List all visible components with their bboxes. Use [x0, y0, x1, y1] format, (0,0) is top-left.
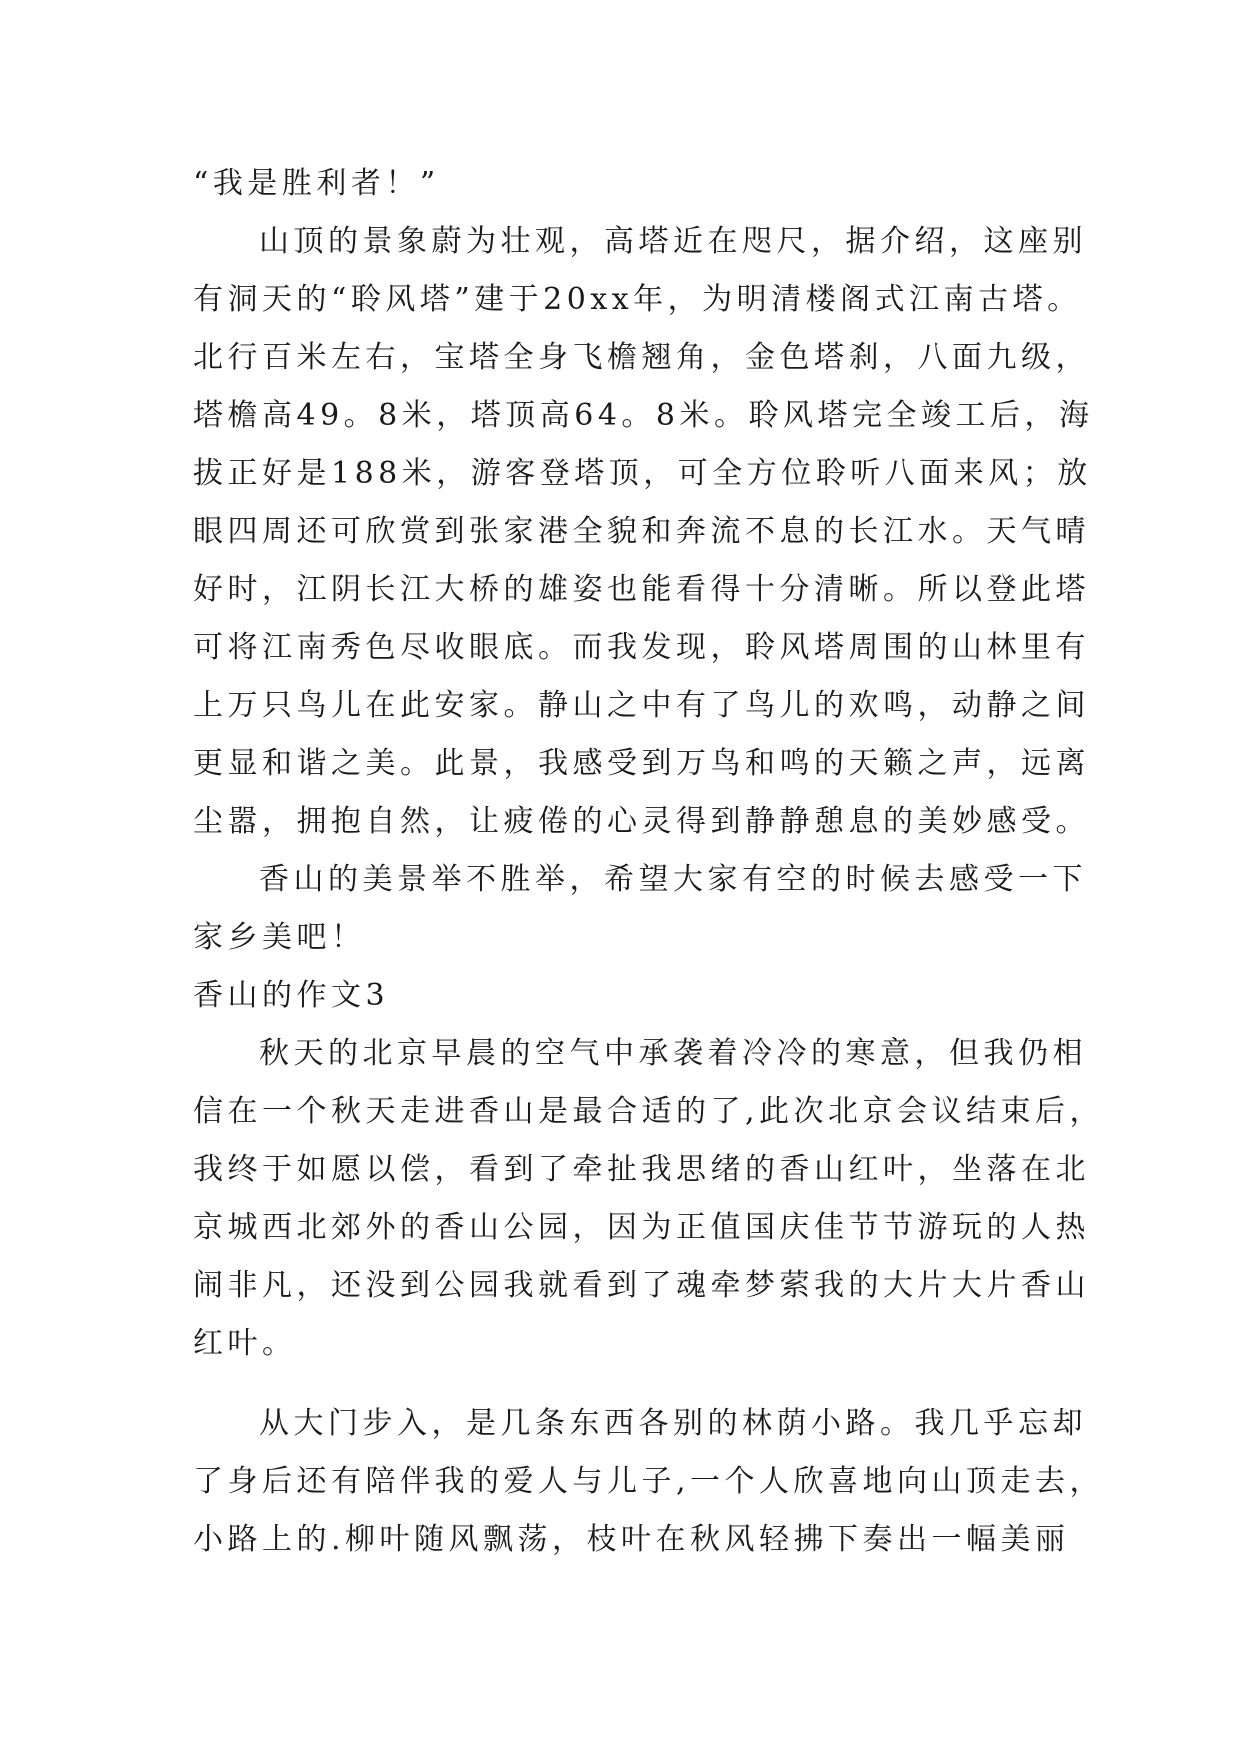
text-line: 我终于如愿以偿，看到了牵扯我思绪的香山红叶，坐落在北: [193, 1152, 1090, 1187]
text-line: 北行百米左右，宝塔全身飞檐翘角，金色塔刹，八面九级，: [193, 340, 1090, 375]
text-line: 从大门步入，是几条东西各别的林荫小路。我几乎忘却: [259, 1406, 1087, 1441]
text-line: 山顶的景象蔚为壮观，高塔近在咫尺，据介绍，这座别: [259, 224, 1087, 259]
text-line: 了身后还有陪伴我的爱人与儿子,一个人欣喜地向山顶走去，: [193, 1464, 1105, 1499]
paragraph-conclusion: [193, 851, 1087, 967]
paragraph-autumn: [193, 1025, 1105, 1373]
paragraph-quote: [193, 155, 1053, 213]
text-line: 家乡美吧！: [193, 920, 366, 955]
paragraph-entrance: [193, 1395, 1105, 1569]
heading-text: 香山的作文3: [193, 978, 390, 1013]
text-line: 拔正好是188米，游客登塔顶，可全方位聆听八面来风；放: [193, 456, 1092, 491]
essay-heading: [193, 967, 1053, 1025]
text-line: 秋天的北京早晨的空气中承袭着冷冷的寒意，但我仍相: [259, 1036, 1087, 1071]
document-body: [193, 155, 1105, 1569]
paragraph-tower: [193, 213, 1094, 851]
text-line: 有洞天的“聆风塔”建于20xx年，为明清楼阁式江南古塔。: [193, 282, 1082, 317]
text-line: 红叶。: [193, 1326, 297, 1361]
text-line: 小路上的.柳叶随风飘荡，枝叶在秋风轻拂下奏出一幅美丽: [193, 1522, 1070, 1557]
text-line: “我是胜利者！”: [193, 166, 440, 201]
text-line: 信在一个秋天走进香山是最合适的了,此次北京会议结束后，: [193, 1094, 1105, 1129]
text-line: 眼四周还可欣赏到张家港全貌和奔流不息的长江水。天气晴: [193, 514, 1090, 549]
text-line: 更显和谐之美。此景，我感受到万鸟和鸣的天籁之声，远离: [193, 746, 1090, 781]
text-line: 塔檐高49。8米，塔顶高64。8米。聆风塔完全竣工后，海: [193, 398, 1094, 433]
text-line: 闹非凡，还没到公园我就看到了魂牵梦萦我的大片大片香山: [193, 1268, 1090, 1303]
text-line: 尘嚣，拥抱自然，让疲倦的心灵得到静静憩息的美妙感受。: [193, 804, 1090, 839]
text-line: 上万只鸟儿在此安家。静山之中有了鸟儿的欢鸣，动静之间: [193, 688, 1090, 723]
text-line: 香山的美景举不胜举，希望大家有空的时候去感受一下: [259, 862, 1087, 897]
text-line: 京城西北郊外的香山公园，因为正值国庆佳节节游玩的人热: [193, 1210, 1090, 1245]
text-line: 可将江南秀色尽收眼底。而我发现，聆风塔周围的山林里有: [193, 630, 1090, 665]
text-line: 好时，江阴长江大桥的雄姿也能看得十分清晰。所以登此塔: [193, 572, 1090, 607]
